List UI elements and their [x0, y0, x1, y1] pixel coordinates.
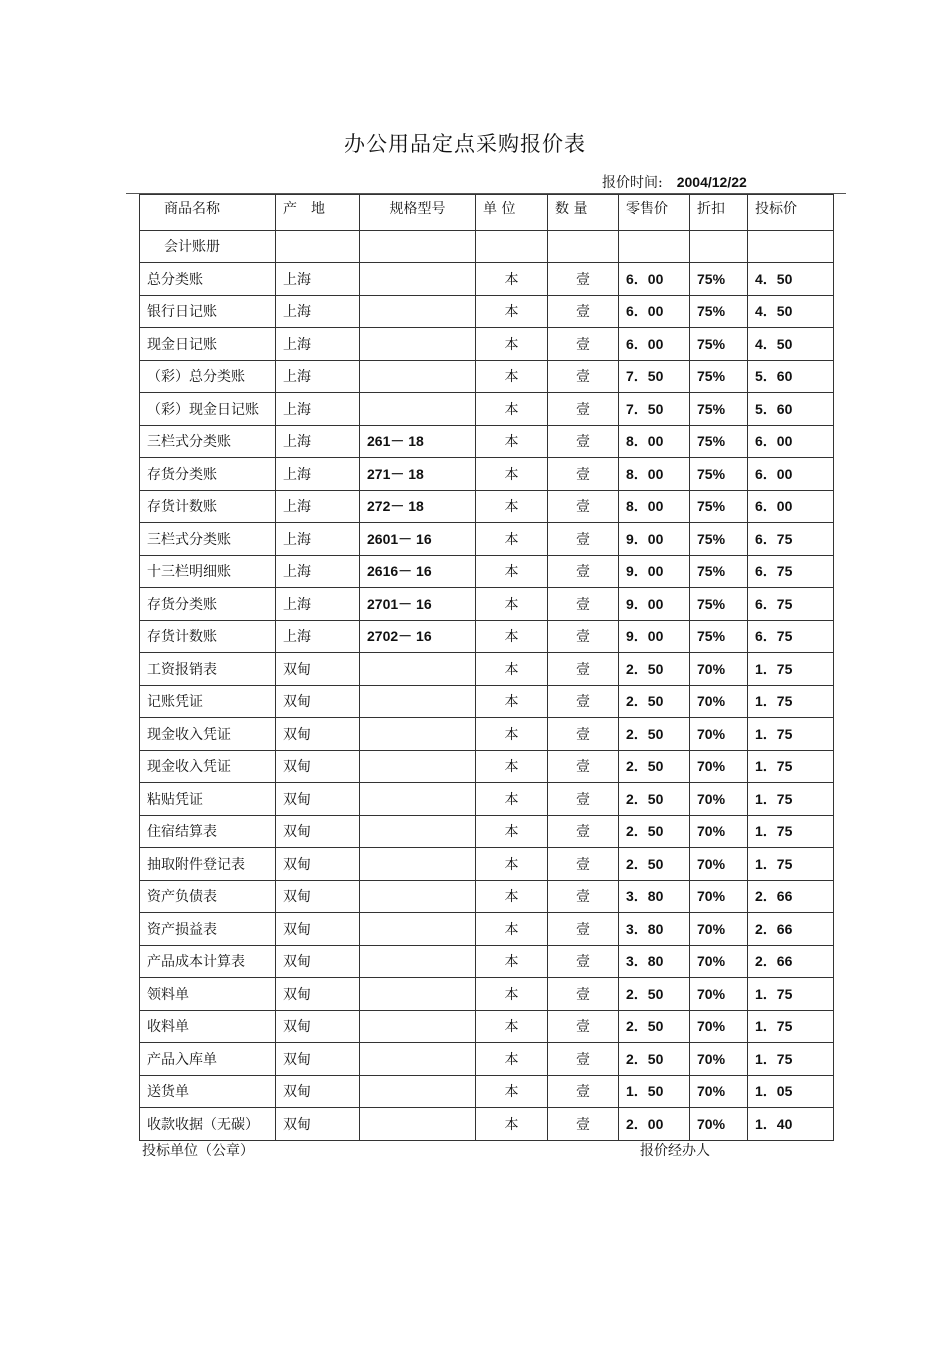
item-qty: 壹 — [548, 490, 619, 523]
item-qty: 壹 — [548, 295, 619, 328]
item-origin: 双甸 — [276, 815, 360, 848]
item-spec: 2701－ 16 — [360, 588, 476, 621]
item-retail-price: 9．00 — [619, 588, 690, 621]
item-qty: 壹 — [548, 848, 619, 881]
item-bid-price: 1．75 — [748, 978, 834, 1011]
item-name: 工资报销表 — [140, 653, 276, 686]
item-retail-price: 2．50 — [619, 815, 690, 848]
item-origin: 上海 — [276, 328, 360, 361]
item-unit: 本 — [476, 1043, 548, 1076]
item-discount: 70% — [690, 1010, 748, 1043]
item-discount: 75% — [690, 295, 748, 328]
item-discount: 75% — [690, 393, 748, 426]
item-unit: 本 — [476, 523, 548, 556]
item-qty: 壹 — [548, 328, 619, 361]
item-name: 十三栏明细账 — [140, 555, 276, 588]
item-retail-price: 6．00 — [619, 328, 690, 361]
item-discount: 75% — [690, 555, 748, 588]
item-name: 存货计数账 — [140, 620, 276, 653]
category-row — [140, 230, 834, 263]
item-qty: 壹 — [548, 1108, 619, 1141]
item-bid-price: 6．75 — [748, 620, 834, 653]
item-discount: 70% — [690, 978, 748, 1011]
item-spec — [360, 815, 476, 848]
table-row — [140, 685, 834, 718]
item-discount: 70% — [690, 913, 748, 946]
item-bid-price: 4．50 — [748, 263, 834, 296]
item-name: 住宿结算表 — [140, 815, 276, 848]
item-name: 记账凭证 — [140, 685, 276, 718]
item-unit: 本 — [476, 458, 548, 491]
table-row — [140, 880, 834, 913]
item-unit: 本 — [476, 263, 548, 296]
item-name: 存货分类账 — [140, 588, 276, 621]
item-unit: 本 — [476, 945, 548, 978]
item-unit: 本 — [476, 425, 548, 458]
item-spec: 2616－ 16 — [360, 555, 476, 588]
item-origin: 上海 — [276, 360, 360, 393]
item-qty: 壹 — [548, 523, 619, 556]
item-bid-price: 1．75 — [748, 1043, 834, 1076]
item-spec — [360, 1075, 476, 1108]
table-row — [140, 848, 834, 881]
item-name: （彩）总分类账 — [140, 360, 276, 393]
table-row — [140, 815, 834, 848]
item-bid-price: 1．75 — [748, 750, 834, 783]
item-origin: 双甸 — [276, 1108, 360, 1141]
item-bid-price: 2．66 — [748, 913, 834, 946]
item-bid-price: 1．75 — [748, 848, 834, 881]
item-unit: 本 — [476, 653, 548, 686]
item-unit: 本 — [476, 555, 548, 588]
item-retail-price: 6．00 — [619, 295, 690, 328]
item-origin: 双甸 — [276, 653, 360, 686]
item-discount: 75% — [690, 425, 748, 458]
item-unit: 本 — [476, 815, 548, 848]
item-retail-price: 3．80 — [619, 880, 690, 913]
item-name: 粘贴凭证 — [140, 783, 276, 816]
item-name: 送货单 — [140, 1075, 276, 1108]
item-retail-price: 9．00 — [619, 523, 690, 556]
item-qty: 壹 — [548, 783, 619, 816]
item-qty: 壹 — [548, 718, 619, 751]
item-spec — [360, 1043, 476, 1076]
item-origin: 上海 — [276, 523, 360, 556]
item-bid-price: 6．00 — [748, 425, 834, 458]
header-row — [140, 195, 834, 231]
item-name: 三栏式分类账 — [140, 523, 276, 556]
empty-cell — [548, 230, 619, 263]
item-discount: 75% — [690, 458, 748, 491]
item-retail-price: 3．80 — [619, 913, 690, 946]
empty-cell — [476, 230, 548, 263]
item-spec — [360, 360, 476, 393]
quote-handler-label: 报价经办人 — [640, 1143, 710, 1159]
item-spec: 261－ 18 — [360, 425, 476, 458]
item-discount: 70% — [690, 685, 748, 718]
item-discount: 70% — [690, 815, 748, 848]
item-retail-price: 8．00 — [619, 425, 690, 458]
quote-time — [602, 172, 747, 192]
header-unit: 单 位 — [476, 195, 548, 231]
item-discount: 70% — [690, 783, 748, 816]
item-unit: 本 — [476, 880, 548, 913]
item-name: 收料单 — [140, 1010, 276, 1043]
price-table — [139, 194, 834, 1141]
item-bid-price: 1．75 — [748, 685, 834, 718]
empty-cell — [690, 230, 748, 263]
item-bid-price: 6．00 — [748, 490, 834, 523]
item-retail-price: 7．50 — [619, 360, 690, 393]
item-spec — [360, 945, 476, 978]
page-title: 办公用品定点采购报价表 — [344, 132, 586, 156]
item-name: 收款收据（无碳） — [140, 1108, 276, 1141]
item-name: 资产负债表 — [140, 880, 276, 913]
item-unit: 本 — [476, 360, 548, 393]
item-spec: 2702－ 16 — [360, 620, 476, 653]
item-retail-price: 9．00 — [619, 620, 690, 653]
item-qty: 壹 — [548, 555, 619, 588]
bidder-seal-label: 投标单位（公章） — [142, 1143, 254, 1159]
table-row — [140, 393, 834, 426]
item-qty: 壹 — [548, 1043, 619, 1076]
table-row — [140, 425, 834, 458]
item-spec — [360, 880, 476, 913]
item-bid-price: 2．66 — [748, 945, 834, 978]
table-row — [140, 718, 834, 751]
item-bid-price: 5．60 — [748, 360, 834, 393]
item-discount: 70% — [690, 848, 748, 881]
item-origin: 双甸 — [276, 718, 360, 751]
item-qty: 壹 — [548, 360, 619, 393]
item-discount: 70% — [690, 880, 748, 913]
item-spec — [360, 750, 476, 783]
item-spec — [360, 263, 476, 296]
item-qty: 壹 — [548, 620, 619, 653]
item-origin: 上海 — [276, 393, 360, 426]
item-spec — [360, 685, 476, 718]
item-origin: 双甸 — [276, 945, 360, 978]
item-discount: 75% — [690, 263, 748, 296]
item-retail-price: 2．50 — [619, 783, 690, 816]
item-spec: 271－ 18 — [360, 458, 476, 491]
item-spec — [360, 848, 476, 881]
item-qty: 壹 — [548, 263, 619, 296]
item-retail-price: 2．50 — [619, 978, 690, 1011]
item-bid-price: 1．75 — [748, 1010, 834, 1043]
item-bid-price: 1．75 — [748, 815, 834, 848]
item-discount: 70% — [690, 1075, 748, 1108]
header-discount: 折扣 — [690, 195, 748, 231]
item-bid-price: 1．40 — [748, 1108, 834, 1141]
empty-cell — [619, 230, 690, 263]
item-origin: 上海 — [276, 263, 360, 296]
item-unit: 本 — [476, 588, 548, 621]
item-origin: 双甸 — [276, 750, 360, 783]
header-name: 商品名称 — [140, 195, 276, 231]
item-unit: 本 — [476, 685, 548, 718]
item-origin: 上海 — [276, 555, 360, 588]
table-row — [140, 653, 834, 686]
item-qty: 壹 — [548, 1010, 619, 1043]
item-retail-price: 8．00 — [619, 458, 690, 491]
table-row — [140, 783, 834, 816]
empty-cell — [276, 230, 360, 263]
item-bid-price: 2．66 — [748, 880, 834, 913]
category-label: 会计账册 — [140, 230, 276, 263]
item-origin: 双甸 — [276, 1075, 360, 1108]
item-origin: 上海 — [276, 490, 360, 523]
item-discount: 70% — [690, 945, 748, 978]
item-discount: 75% — [690, 523, 748, 556]
header-qty: 数 量 — [548, 195, 619, 231]
item-qty: 壹 — [548, 1075, 619, 1108]
item-bid-price: 6．75 — [748, 523, 834, 556]
item-unit: 本 — [476, 393, 548, 426]
item-bid-price: 4．50 — [748, 328, 834, 361]
item-bid-price: 1．75 — [748, 783, 834, 816]
item-unit: 本 — [476, 913, 548, 946]
item-spec — [360, 653, 476, 686]
item-unit: 本 — [476, 295, 548, 328]
header-bid: 投标价 — [748, 195, 834, 231]
item-qty: 壹 — [548, 880, 619, 913]
item-retail-price: 2．50 — [619, 750, 690, 783]
item-spec — [360, 295, 476, 328]
item-qty: 壹 — [548, 458, 619, 491]
item-name: 三栏式分类账 — [140, 425, 276, 458]
item-retail-price: 2．50 — [619, 848, 690, 881]
item-unit: 本 — [476, 978, 548, 1011]
item-discount: 75% — [690, 588, 748, 621]
item-discount: 75% — [690, 328, 748, 361]
item-unit: 本 — [476, 1010, 548, 1043]
quote-time-label: 报价时间: — [602, 175, 663, 191]
item-retail-price: 2．50 — [619, 1010, 690, 1043]
item-qty: 壹 — [548, 393, 619, 426]
item-unit: 本 — [476, 620, 548, 653]
item-spec — [360, 783, 476, 816]
item-origin: 上海 — [276, 295, 360, 328]
table-row — [140, 945, 834, 978]
item-retail-price: 6．00 — [619, 263, 690, 296]
header-origin: 产 地 — [276, 195, 360, 231]
item-name: （彩）现金日记账 — [140, 393, 276, 426]
item-discount: 75% — [690, 620, 748, 653]
table-row — [140, 750, 834, 783]
item-origin: 上海 — [276, 458, 360, 491]
table-row — [140, 620, 834, 653]
item-qty: 壹 — [548, 750, 619, 783]
item-bid-price: 1．05 — [748, 1075, 834, 1108]
item-unit: 本 — [476, 783, 548, 816]
item-spec: 272－ 18 — [360, 490, 476, 523]
item-qty: 壹 — [548, 913, 619, 946]
item-discount: 75% — [690, 360, 748, 393]
item-origin: 双甸 — [276, 848, 360, 881]
item-unit: 本 — [476, 1075, 548, 1108]
empty-cell — [748, 230, 834, 263]
item-origin: 双甸 — [276, 978, 360, 1011]
item-name: 总分类账 — [140, 263, 276, 296]
item-bid-price: 4．50 — [748, 295, 834, 328]
item-name: 存货计数账 — [140, 490, 276, 523]
item-bid-price: 6．75 — [748, 555, 834, 588]
item-retail-price: 1．50 — [619, 1075, 690, 1108]
item-qty: 壹 — [548, 978, 619, 1011]
item-name: 产品成本计算表 — [140, 945, 276, 978]
item-retail-price: 3．80 — [619, 945, 690, 978]
item-unit: 本 — [476, 750, 548, 783]
empty-cell — [360, 230, 476, 263]
item-bid-price: 6．75 — [748, 588, 834, 621]
item-retail-price: 7．50 — [619, 393, 690, 426]
item-spec — [360, 1108, 476, 1141]
table-row — [140, 913, 834, 946]
item-origin: 上海 — [276, 588, 360, 621]
item-discount: 70% — [690, 653, 748, 686]
item-spec — [360, 978, 476, 1011]
item-qty: 壹 — [548, 588, 619, 621]
item-name: 产品入库单 — [140, 1043, 276, 1076]
item-retail-price: 2．00 — [619, 1108, 690, 1141]
item-spec: 2601－ 16 — [360, 523, 476, 556]
table-row — [140, 555, 834, 588]
table-row — [140, 360, 834, 393]
header-spec: 规格型号 — [360, 195, 476, 231]
item-unit: 本 — [476, 718, 548, 751]
item-discount: 70% — [690, 1108, 748, 1141]
item-retail-price: 2．50 — [619, 718, 690, 751]
table-row — [140, 978, 834, 1011]
item-origin: 双甸 — [276, 685, 360, 718]
item-name: 银行日记账 — [140, 295, 276, 328]
table-row — [140, 458, 834, 491]
table-row — [140, 490, 834, 523]
item-unit: 本 — [476, 328, 548, 361]
table-row — [140, 588, 834, 621]
item-bid-price: 5．60 — [748, 393, 834, 426]
table-row — [140, 523, 834, 556]
item-discount: 70% — [690, 718, 748, 751]
item-bid-price: 1．75 — [748, 653, 834, 686]
table-row — [140, 295, 834, 328]
item-discount: 70% — [690, 1043, 748, 1076]
item-name: 存货分类账 — [140, 458, 276, 491]
item-origin: 上海 — [276, 620, 360, 653]
item-retail-price: 2．50 — [619, 1043, 690, 1076]
item-unit: 本 — [476, 1108, 548, 1141]
item-spec — [360, 328, 476, 361]
item-bid-price: 6．00 — [748, 458, 834, 491]
item-origin: 双甸 — [276, 1043, 360, 1076]
item-spec — [360, 913, 476, 946]
table-row — [140, 1075, 834, 1108]
item-spec — [360, 718, 476, 751]
item-spec — [360, 393, 476, 426]
item-bid-price: 1．75 — [748, 718, 834, 751]
item-origin: 双甸 — [276, 1010, 360, 1043]
item-origin: 双甸 — [276, 783, 360, 816]
item-name: 现金收入凭证 — [140, 750, 276, 783]
table-row — [140, 1108, 834, 1141]
item-qty: 壹 — [548, 945, 619, 978]
item-name: 领料单 — [140, 978, 276, 1011]
item-retail-price: 2．50 — [619, 653, 690, 686]
header-retail: 零售价 — [619, 195, 690, 231]
item-name: 抽取附件登记表 — [140, 848, 276, 881]
item-name: 现金日记账 — [140, 328, 276, 361]
item-qty: 壹 — [548, 425, 619, 458]
item-qty: 壹 — [548, 815, 619, 848]
item-qty: 壹 — [548, 685, 619, 718]
table-row — [140, 263, 834, 296]
item-retail-price: 9．00 — [619, 555, 690, 588]
item-name: 现金收入凭证 — [140, 718, 276, 751]
table-row — [140, 1010, 834, 1043]
item-origin: 双甸 — [276, 880, 360, 913]
item-retail-price: 2．50 — [619, 685, 690, 718]
item-discount: 75% — [690, 490, 748, 523]
item-origin: 上海 — [276, 425, 360, 458]
item-unit: 本 — [476, 490, 548, 523]
item-retail-price: 8．00 — [619, 490, 690, 523]
item-unit: 本 — [476, 848, 548, 881]
table-row — [140, 1043, 834, 1076]
table-row — [140, 328, 834, 361]
item-qty: 壹 — [548, 653, 619, 686]
item-discount: 70% — [690, 750, 748, 783]
item-origin: 双甸 — [276, 913, 360, 946]
item-name: 资产损益表 — [140, 913, 276, 946]
item-spec — [360, 1010, 476, 1043]
quote-time-date: 2004/12/22 — [676, 174, 747, 190]
